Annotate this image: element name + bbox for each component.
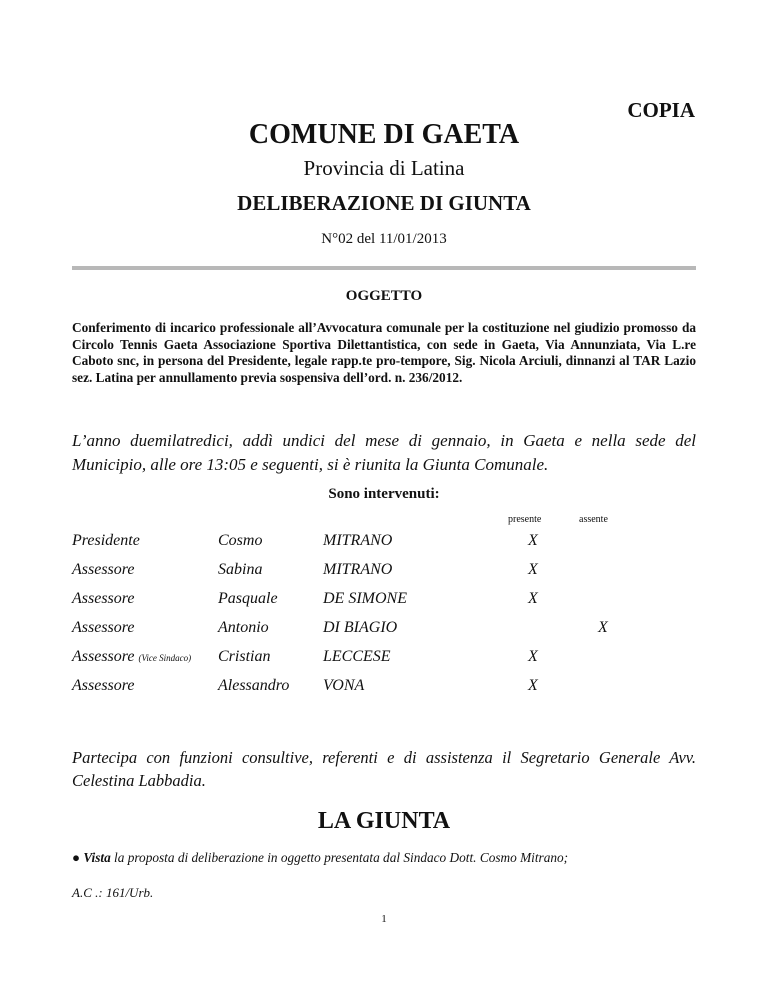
vice-sindaco-note: (Vice Sindaco) — [138, 653, 192, 663]
attendee-role: Assessore (Vice Sindaco) — [72, 648, 192, 665]
vista-paragraph — [72, 850, 712, 866]
assente-mark: X — [598, 619, 608, 636]
attendee-first-name: Pasquale — [218, 590, 278, 607]
attendee-role: Assessore — [72, 590, 135, 607]
presente-mark: X — [528, 561, 538, 578]
copy-label: COPIA — [627, 98, 695, 122]
column-presente-header: presente — [508, 514, 542, 525]
presente-mark: X — [528, 532, 538, 549]
attendee-last-name: DI BIAGIO — [323, 619, 398, 636]
presente-mark: X — [528, 677, 538, 694]
subject-heading: OGGETTO — [345, 288, 423, 304]
subject-text: Conferimento di incarico professionale all’Avvocatura comunale per la costituzione nel giudizio promosso da Circolo Tennis Gaeta Associazione Sportiva Dilettantistica, con sede in Gaeta, Via Annunziata, Via L.re Caboto snc, in persona del Presidente, legale rapp.te pro-tempore, Sig. Nicola Arciuli, dinnanzi al TAR Lazio sez. Latina per annullamento previa sospensiva dell’ord. n. 236/2012. — [72, 320, 696, 385]
attendee-last-name: LECCESE — [323, 648, 391, 665]
attendee-last-name: DE SIMONE — [323, 590, 407, 607]
attendee-role: Presidente — [72, 532, 140, 549]
page-number: 1 — [381, 913, 387, 925]
attendee-last-name: MITRANO — [323, 561, 393, 578]
attendee-role: Assessore — [72, 561, 135, 578]
vista-keyword: Vista — [83, 850, 111, 865]
province-subtitle: Provincia di Latina — [303, 156, 465, 180]
attendee-first-name: Cosmo — [218, 532, 263, 549]
deliberation-number: N°02 del 11/01/2013 — [321, 231, 447, 247]
attendee-first-name: Alessandro — [218, 677, 290, 694]
attendee-role: Assessore — [72, 619, 135, 636]
municipality-title: COMUNE DI GAETA — [248, 119, 520, 150]
attendee-first-name: Sabina — [218, 561, 263, 578]
document-type-heading: DELIBERAZIONE DI GIUNTA — [237, 191, 531, 215]
attendee-last-name: MITRANO — [323, 532, 393, 549]
attendee-first-name: Antonio — [218, 619, 269, 636]
attendee-last-name: VONA — [323, 677, 365, 694]
attendee-first-name: Cristian — [218, 648, 271, 665]
horizontal-divider — [72, 266, 696, 270]
column-assente-header: assente — [579, 514, 608, 525]
meeting-intro: L’anno duemilatredici, addì undici del mese di gennaio, in Gaeta e nella sede del Municipio, alle ore 13:05 e seguenti, si è riunita la Giunta Comunale. — [72, 431, 696, 474]
secretary-paragraph: Partecipa con funzioni consultive, referenti e di assistenza il Segretario Generale Avv. Celestina Labbadia. — [72, 748, 696, 790]
attendance-heading: Sono intervenuti: — [328, 486, 440, 502]
vista-text: la proposta di deliberazione in oggetto presentata dal Sindaco Dott. Cosmo Mitrano; — [110, 850, 569, 865]
la-giunta-heading: LA GIUNTA — [317, 808, 451, 834]
ac-reference: A.C .: 161/Urb. — [72, 885, 154, 900]
presente-mark: X — [528, 590, 538, 607]
attendee-role: Assessore — [72, 677, 135, 694]
bullet-icon: ● — [72, 850, 81, 865]
presente-mark: X — [528, 648, 538, 665]
